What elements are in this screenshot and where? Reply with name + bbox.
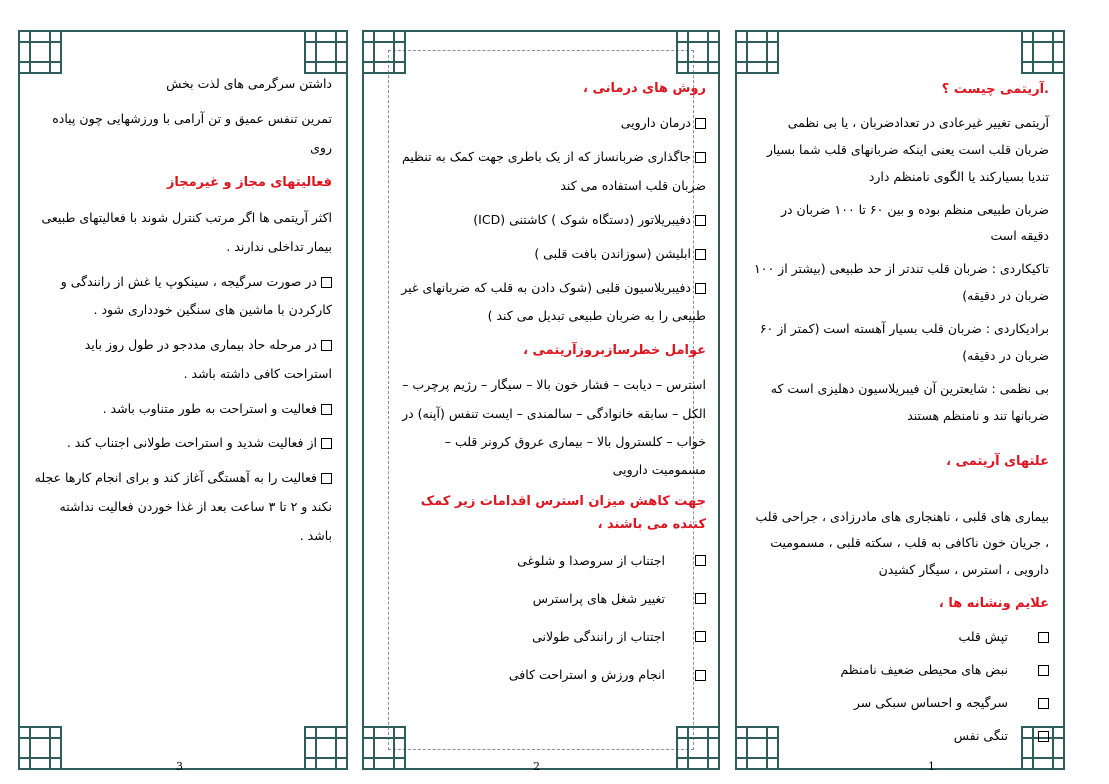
checkbox-icon bbox=[695, 118, 706, 129]
corner-ornament-icon bbox=[735, 30, 779, 74]
section-heading: .آریتمی چیست ؟ bbox=[941, 82, 1049, 97]
checkbox-icon bbox=[321, 438, 332, 449]
corner-ornament-icon bbox=[1021, 30, 1065, 74]
checkbox-icon bbox=[695, 249, 706, 260]
list-item: جاگذاری ضربانساز که از یک باطری جهت کمک به تنظیم ضربان قلب استفاده می کند bbox=[401, 149, 706, 193]
text-line: داشتن سرگرمی های لذت بخش bbox=[166, 76, 332, 91]
list-item: تپش قلب bbox=[751, 624, 1049, 651]
page-2 bbox=[362, 30, 720, 770]
section-heading: روش های درمانی ، bbox=[583, 81, 706, 96]
page-number: 1 bbox=[928, 760, 935, 773]
checkbox-icon bbox=[1038, 632, 1049, 643]
paragraph: برادیکاردی : ضربان قلب بسیار آهسته است (کمتر از ۶۰ ضربان در دقیقه) bbox=[759, 321, 1049, 363]
list-item: تغییر شغل های پراسترس bbox=[394, 585, 706, 613]
list-item: نبض های محیطی ضعیف نامنظم bbox=[751, 657, 1049, 684]
checkbox-icon bbox=[695, 670, 706, 681]
corner-ornament-icon bbox=[676, 30, 720, 74]
checkbox-icon bbox=[321, 404, 332, 415]
checkbox-icon bbox=[695, 555, 706, 566]
list-item: درمان دارویی bbox=[394, 109, 706, 137]
paragraph: ضربان طبیعی منظم بوده و بین ۶۰ تا ۱۰۰ ضربان در دقیقه است bbox=[780, 201, 1049, 244]
checkbox-icon bbox=[1038, 698, 1049, 709]
corner-ornament-icon bbox=[676, 726, 720, 770]
checkbox-icon bbox=[695, 152, 706, 163]
checkbox-icon bbox=[695, 215, 706, 226]
corner-ornament-icon bbox=[362, 30, 406, 74]
list-item: انجام ورزش و استراحت کافی bbox=[394, 661, 706, 689]
list-item: ابلیشن (سوزاندن بافت قلبی ) bbox=[394, 240, 706, 268]
checkbox-icon bbox=[1038, 731, 1049, 742]
checkbox-icon bbox=[695, 631, 706, 642]
list-item: از فعالیت شدید و استراحت طولانی اجتناب کند . bbox=[34, 429, 332, 458]
page-1 bbox=[735, 30, 1065, 770]
paragraph: اکثر آریتمی ها اگر مرتب کنترل شوند با فعالیتهای طبیعی بیمار تداخلی ندارند . bbox=[41, 210, 332, 254]
list-item: تنگی نفس bbox=[751, 723, 1049, 750]
paragraph: بیماری های قلبی ، ناهنجاری های مادرزادی ، جراحی قلب ، جریان خون ناکافی به قلب ، سکته قلبی ، مسمومیت دارویی ، استرس ، سیگار کشیدن bbox=[755, 508, 1049, 578]
checkbox-icon bbox=[321, 340, 332, 351]
list-item: اجتناب از رانندگی طولانی bbox=[394, 623, 706, 651]
checkbox-icon bbox=[1038, 665, 1049, 676]
list-item: سرگیجه و احساس سبکی سر bbox=[751, 690, 1049, 717]
checkbox-icon bbox=[321, 277, 332, 288]
list-item: دفیبریلاسیون قلبی (شوک دادن به قلب که ضربانهای غیر طبیعی را به ضربان طبیعی تبدیل می کند ) bbox=[401, 279, 706, 323]
text-line: تمرین تنفس عمیق و تن آرامی با ورزشهایی چون پیاده روی bbox=[52, 110, 332, 155]
section-heading: جهت کاهش میزان استرس اقدامات زیر کمک کننده می باشند ، bbox=[420, 493, 706, 533]
section-heading: عوامل خطرسازبروزآریتمی ، bbox=[523, 343, 706, 359]
checkbox-icon bbox=[695, 593, 706, 604]
corner-ornament-icon bbox=[18, 30, 62, 74]
paragraph: بی نظمی : شایعترین آن فیبریلاسیون دهلیزی است که ضربانها تند و نامنظم هستند bbox=[770, 380, 1049, 423]
page-3 bbox=[18, 30, 348, 770]
section-heading: فعالیتهای مجاز و غیرمجاز bbox=[166, 175, 332, 191]
checkbox-icon bbox=[695, 283, 706, 294]
corner-ornament-icon bbox=[304, 726, 348, 770]
page-number: 2 bbox=[533, 760, 540, 773]
section-heading: علتهای آریتمی ، bbox=[946, 453, 1049, 469]
paragraph: استرس – دیابت – فشار خون بالا – سیگار – رژیم پرچرب – الکل – سابقه خانوادگی – سالمندی – ایست تنفس (آپنه) در خواب – کلسترول بالا – بیماری عروق کرونر قلب – مسمومیت دارویی bbox=[402, 377, 706, 477]
list-item: فعالیت و استراحت به طور متناوب باشد . bbox=[34, 395, 332, 424]
paragraph: تاکیکاردی : ضربان قلب تندتر از حد طبیعی (بیشتر از ۱۰۰ ضربان در دقیقه) bbox=[754, 261, 1049, 304]
paragraph: آریتمی تغییر غیرعادی در تعدادضربان ، یا بی نظمی ضربان قلب است یعنی اینکه ضربانهای قلب شما بسیار تندیا بسیارکند یا الگوی نامنظم دارد bbox=[766, 114, 1049, 184]
list-item: در مرحله حاد بیماری مددجو در طول روز باید استراحت کافی داشته باشد . bbox=[84, 337, 332, 381]
corner-ornament-icon bbox=[362, 726, 406, 770]
page-3-content bbox=[34, 70, 332, 728]
list-item: دفیبریلاتور (دستگاه شوک ) کاشتنی (ICD) bbox=[394, 206, 706, 234]
page-number: 3 bbox=[176, 760, 183, 773]
checkbox-icon bbox=[321, 473, 332, 484]
page-2-content bbox=[394, 74, 706, 728]
corner-ornament-icon bbox=[18, 726, 62, 770]
section-heading: علایم ونشانه ها ، bbox=[938, 596, 1049, 612]
list-item: اجتناب از سروصدا و شلوغی bbox=[394, 547, 706, 575]
corner-ornament-icon bbox=[304, 30, 348, 74]
page-1-content bbox=[751, 76, 1049, 743]
list-item: فعالیت را به آهستگی آغاز کند و برای انجام کارها عجله نکند و ۲ تا ۳ ساعت بعد از غذا خوردن فعالیت نداشته باشد . bbox=[34, 470, 332, 543]
list-item: در صورت سرگیجه ، سینکوپ یا غش از رانندگی و کارکردن با ماشین های سنگین خودداری شود . bbox=[60, 273, 332, 318]
